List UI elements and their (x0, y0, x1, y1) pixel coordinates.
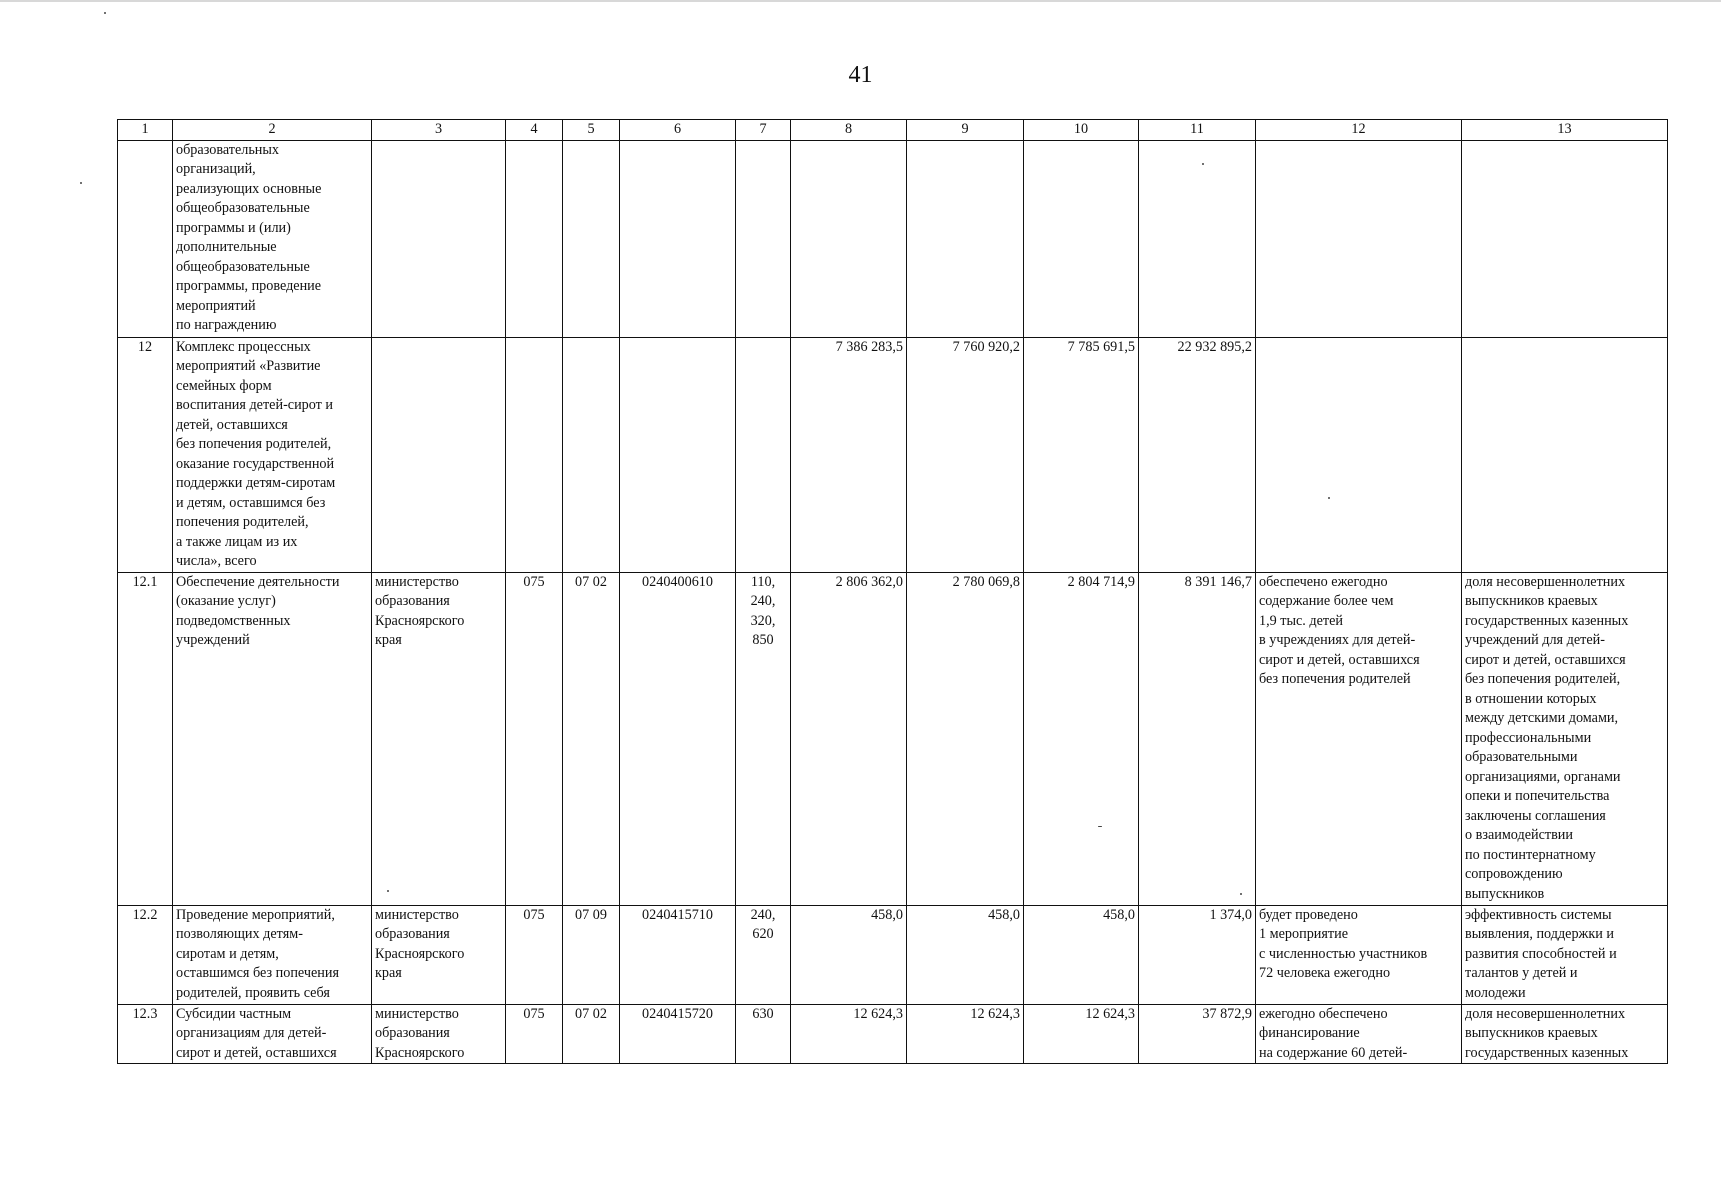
section-code (563, 140, 620, 337)
column-header: 1 (118, 120, 173, 141)
column-header: 8 (791, 120, 907, 141)
row-number: 12 (118, 337, 173, 572)
indicator (1462, 140, 1668, 337)
column-header: 11 (1139, 120, 1256, 141)
year-3-amount: 7 785 691,5 (1024, 337, 1139, 572)
total-amount: 1 374,0 (1139, 905, 1256, 1004)
grbs-code: 075 (506, 1004, 563, 1064)
year-2-amount: 12 624,3 (907, 1004, 1024, 1064)
scan-speck (80, 182, 82, 184)
column-header: 4 (506, 120, 563, 141)
total-amount (1139, 140, 1256, 337)
responsible-body: министерство образования Красноярского края (372, 905, 506, 1004)
table-row (118, 337, 1668, 572)
year-1-amount: 2 806 362,0 (791, 572, 907, 905)
expected-result: будет проведено 1 мероприятие с численностью участников 72 человека ежегодно (1256, 905, 1462, 1004)
indicator: доля несовершеннолетних выпускников краевых государственных казенных учреждений для детей- сирот и детей, оставшихся без попечения родителей, в отношении которых между детскими домами, профессиональными образовательными организациями, органами опеки и попечительства заключены соглашения о взаимодействии по постинтернатному сопровождению выпускников (1462, 572, 1668, 905)
row-number: 12.3 (118, 1004, 173, 1064)
section-code: 07 09 (563, 905, 620, 1004)
target-item-code: 0240415720 (620, 1004, 736, 1064)
section-code (563, 337, 620, 572)
grbs-code (506, 140, 563, 337)
scan-speck (104, 12, 106, 14)
column-header: 13 (1462, 120, 1668, 141)
year-3-amount: 12 624,3 (1024, 1004, 1139, 1064)
year-1-amount: 12 624,3 (791, 1004, 907, 1064)
page-number: 41 (848, 62, 873, 88)
expense-type-code: 630 (736, 1004, 791, 1064)
year-2-amount: 458,0 (907, 905, 1024, 1004)
activity-name: Комплекс процессных мероприятий «Развитие семейных форм воспитания детей-сирот и детей, оставшихся без попечения родителей, оказание государственной поддержки детям-сиротам и детям, оставшимся без попечения родителей, а также лицам из их числа», всего (173, 337, 372, 572)
expected-result: обеспечено ежегодно содержание более чем 1,9 тыс. детей в учреждениях для детей- сирот и детей, оставшихся без попечения родителей (1256, 572, 1462, 905)
column-header: 3 (372, 120, 506, 141)
target-item-code (620, 140, 736, 337)
header-row (118, 120, 1668, 141)
year-3-amount (1024, 140, 1139, 337)
grbs-code: 075 (506, 572, 563, 905)
row-number (118, 140, 173, 337)
expected-result (1256, 140, 1462, 337)
expected-result (1256, 337, 1462, 572)
target-item-code: 0240415710 (620, 905, 736, 1004)
section-code: 07 02 (563, 572, 620, 905)
expense-type-code (736, 337, 791, 572)
table-row (118, 140, 1668, 337)
responsible-body: министерство образования Красноярского (372, 1004, 506, 1064)
column-header: 2 (173, 120, 372, 141)
expense-type-code: 240, 620 (736, 905, 791, 1004)
row-number: 12.1 (118, 572, 173, 905)
total-amount: 22 932 895,2 (1139, 337, 1256, 572)
total-amount: 37 872,9 (1139, 1004, 1256, 1064)
table-row (118, 905, 1668, 1004)
year-3-amount: 2 804 714,9 (1024, 572, 1139, 905)
column-header: 6 (620, 120, 736, 141)
responsible-body (372, 140, 506, 337)
year-1-amount (791, 140, 907, 337)
table-row (118, 572, 1668, 905)
expense-type-code: 110, 240, 320, 850 (736, 572, 791, 905)
grbs-code (506, 337, 563, 572)
column-header: 9 (907, 120, 1024, 141)
scan-top-edge (0, 0, 1721, 2)
indicator: доля несовершеннолетних выпускников краевых государственных казенных (1462, 1004, 1668, 1064)
year-2-amount: 2 780 069,8 (907, 572, 1024, 905)
responsible-body: министерство образования Красноярского края (372, 572, 506, 905)
target-item-code (620, 337, 736, 572)
expected-result: ежегодно обеспечено финансирование на содержание 60 детей- (1256, 1004, 1462, 1064)
activity-name: Обеспечение деятельности (оказание услуг) подведомственных учреждений (173, 572, 372, 905)
year-1-amount: 458,0 (791, 905, 907, 1004)
column-header: 7 (736, 120, 791, 141)
grbs-code: 075 (506, 905, 563, 1004)
year-3-amount: 458,0 (1024, 905, 1139, 1004)
column-header: 12 (1256, 120, 1462, 141)
program-activities-table (117, 119, 1668, 1064)
row-number: 12.2 (118, 905, 173, 1004)
column-header: 5 (563, 120, 620, 141)
target-item-code: 0240400610 (620, 572, 736, 905)
year-1-amount: 7 386 283,5 (791, 337, 907, 572)
activity-name: Субсидии частным организациям для детей- сирот и детей, оставшихся (173, 1004, 372, 1064)
activity-name: Проведение мероприятий, позволяющих детям- сиротам и детям, оставшимся без попечения родителей, проявить себя (173, 905, 372, 1004)
section-code: 07 02 (563, 1004, 620, 1064)
indicator: эффективность системы выявления, поддержки и развития способностей и талантов у детей и молодежи (1462, 905, 1668, 1004)
responsible-body (372, 337, 506, 572)
total-amount: 8 391 146,7 (1139, 572, 1256, 905)
year-2-amount (907, 140, 1024, 337)
year-2-amount: 7 760 920,2 (907, 337, 1024, 572)
indicator (1462, 337, 1668, 572)
table-row (118, 1004, 1668, 1064)
column-header: 10 (1024, 120, 1139, 141)
activity-name: образовательных организаций, реализующих основные общеобразовательные программы и (или) дополнительные общеобразовательные программы, проведение мероприятий по награждению (173, 140, 372, 337)
expense-type-code (736, 140, 791, 337)
